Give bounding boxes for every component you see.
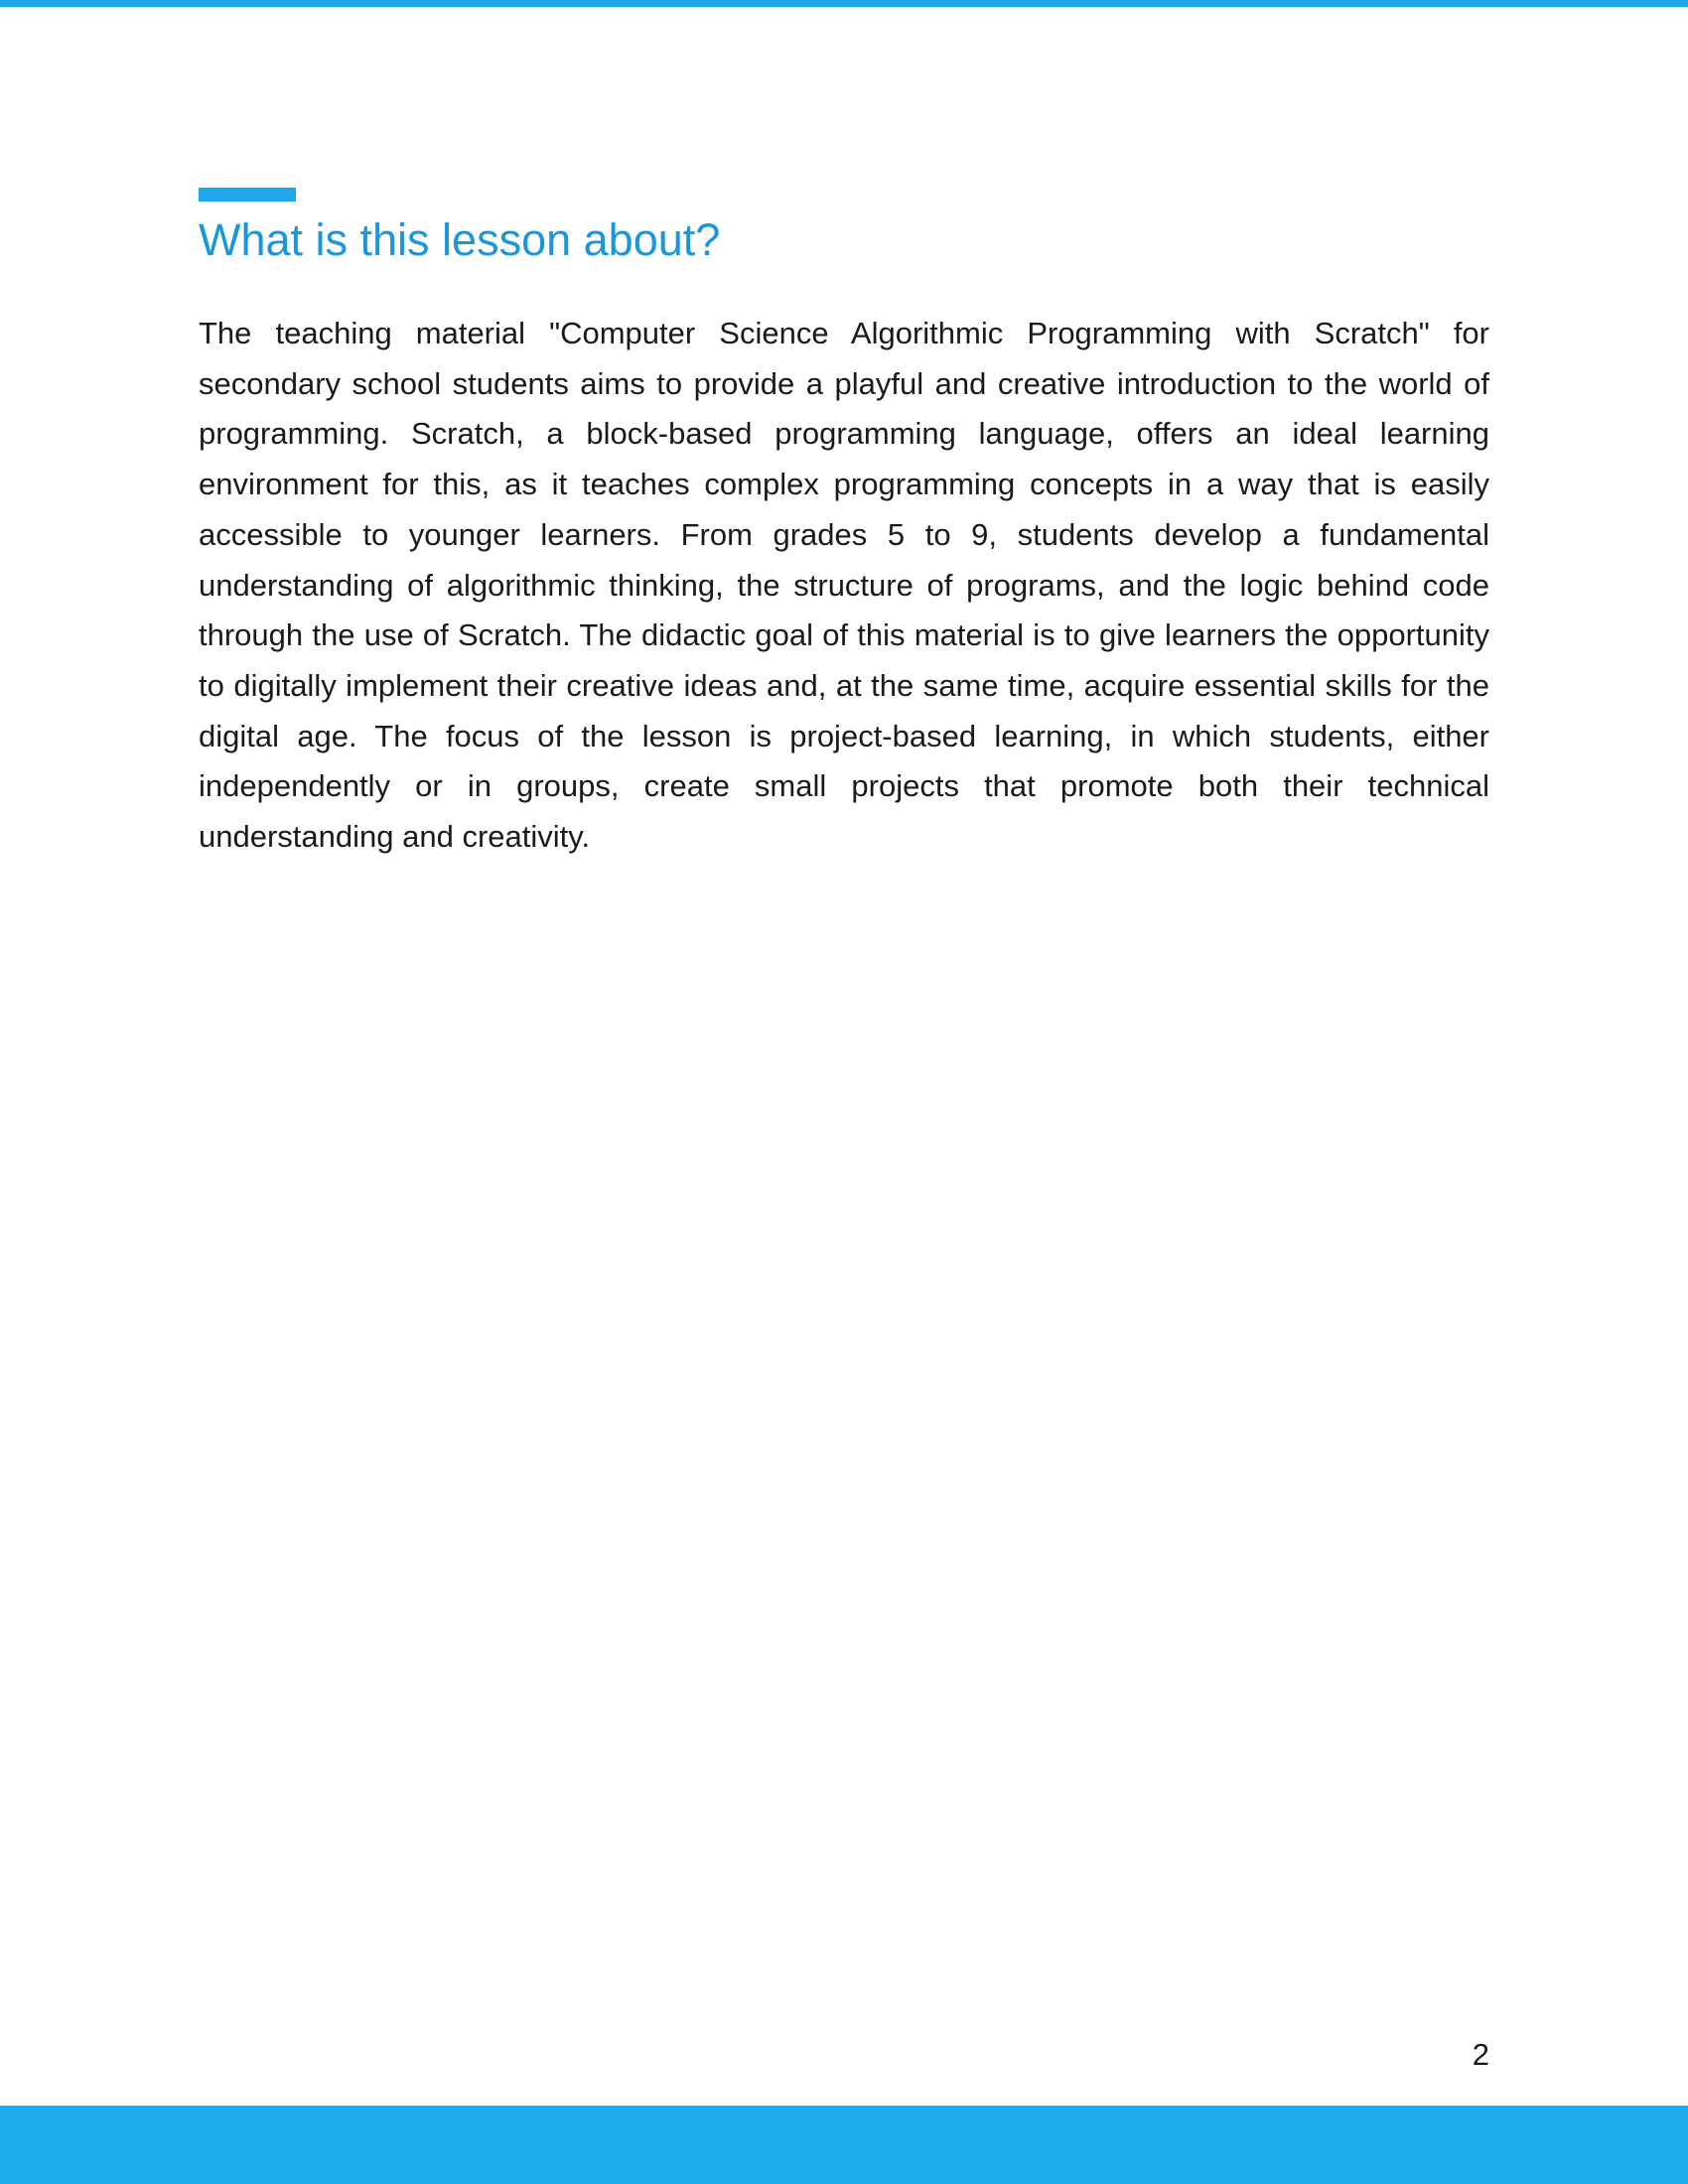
heading-accent-bar bbox=[199, 188, 296, 202]
page-title: What is this lesson about? bbox=[199, 214, 721, 265]
page-number: 2 bbox=[1472, 2037, 1489, 2072]
footer-band bbox=[0, 2106, 1688, 2184]
top-accent-rule bbox=[0, 0, 1688, 7]
body-paragraph: The teaching material "Computer Science Algorithmic Programming with Scratch" for secondary school students aims to provide a playful and creative introduction to the world of programming. Scratch, a block-based programming language, offers an ideal learning environment for this, as it teaches complex programming concepts in a way that is easily accessible to younger learners. From grades 5 to 9, students develop a fundamental understanding of algorithmic thinking, the structure of programs, and the logic behind code through the use of Scratch. The didactic goal of this material is to give learners the opportunity to digitally implement their creative ideas and, at the same time, acquire essential skills for the digital age. The focus of the lesson is project-based learning, in which students, either independently or in groups, create small projects that promote both their technical understanding and creativity. bbox=[199, 316, 1489, 855]
